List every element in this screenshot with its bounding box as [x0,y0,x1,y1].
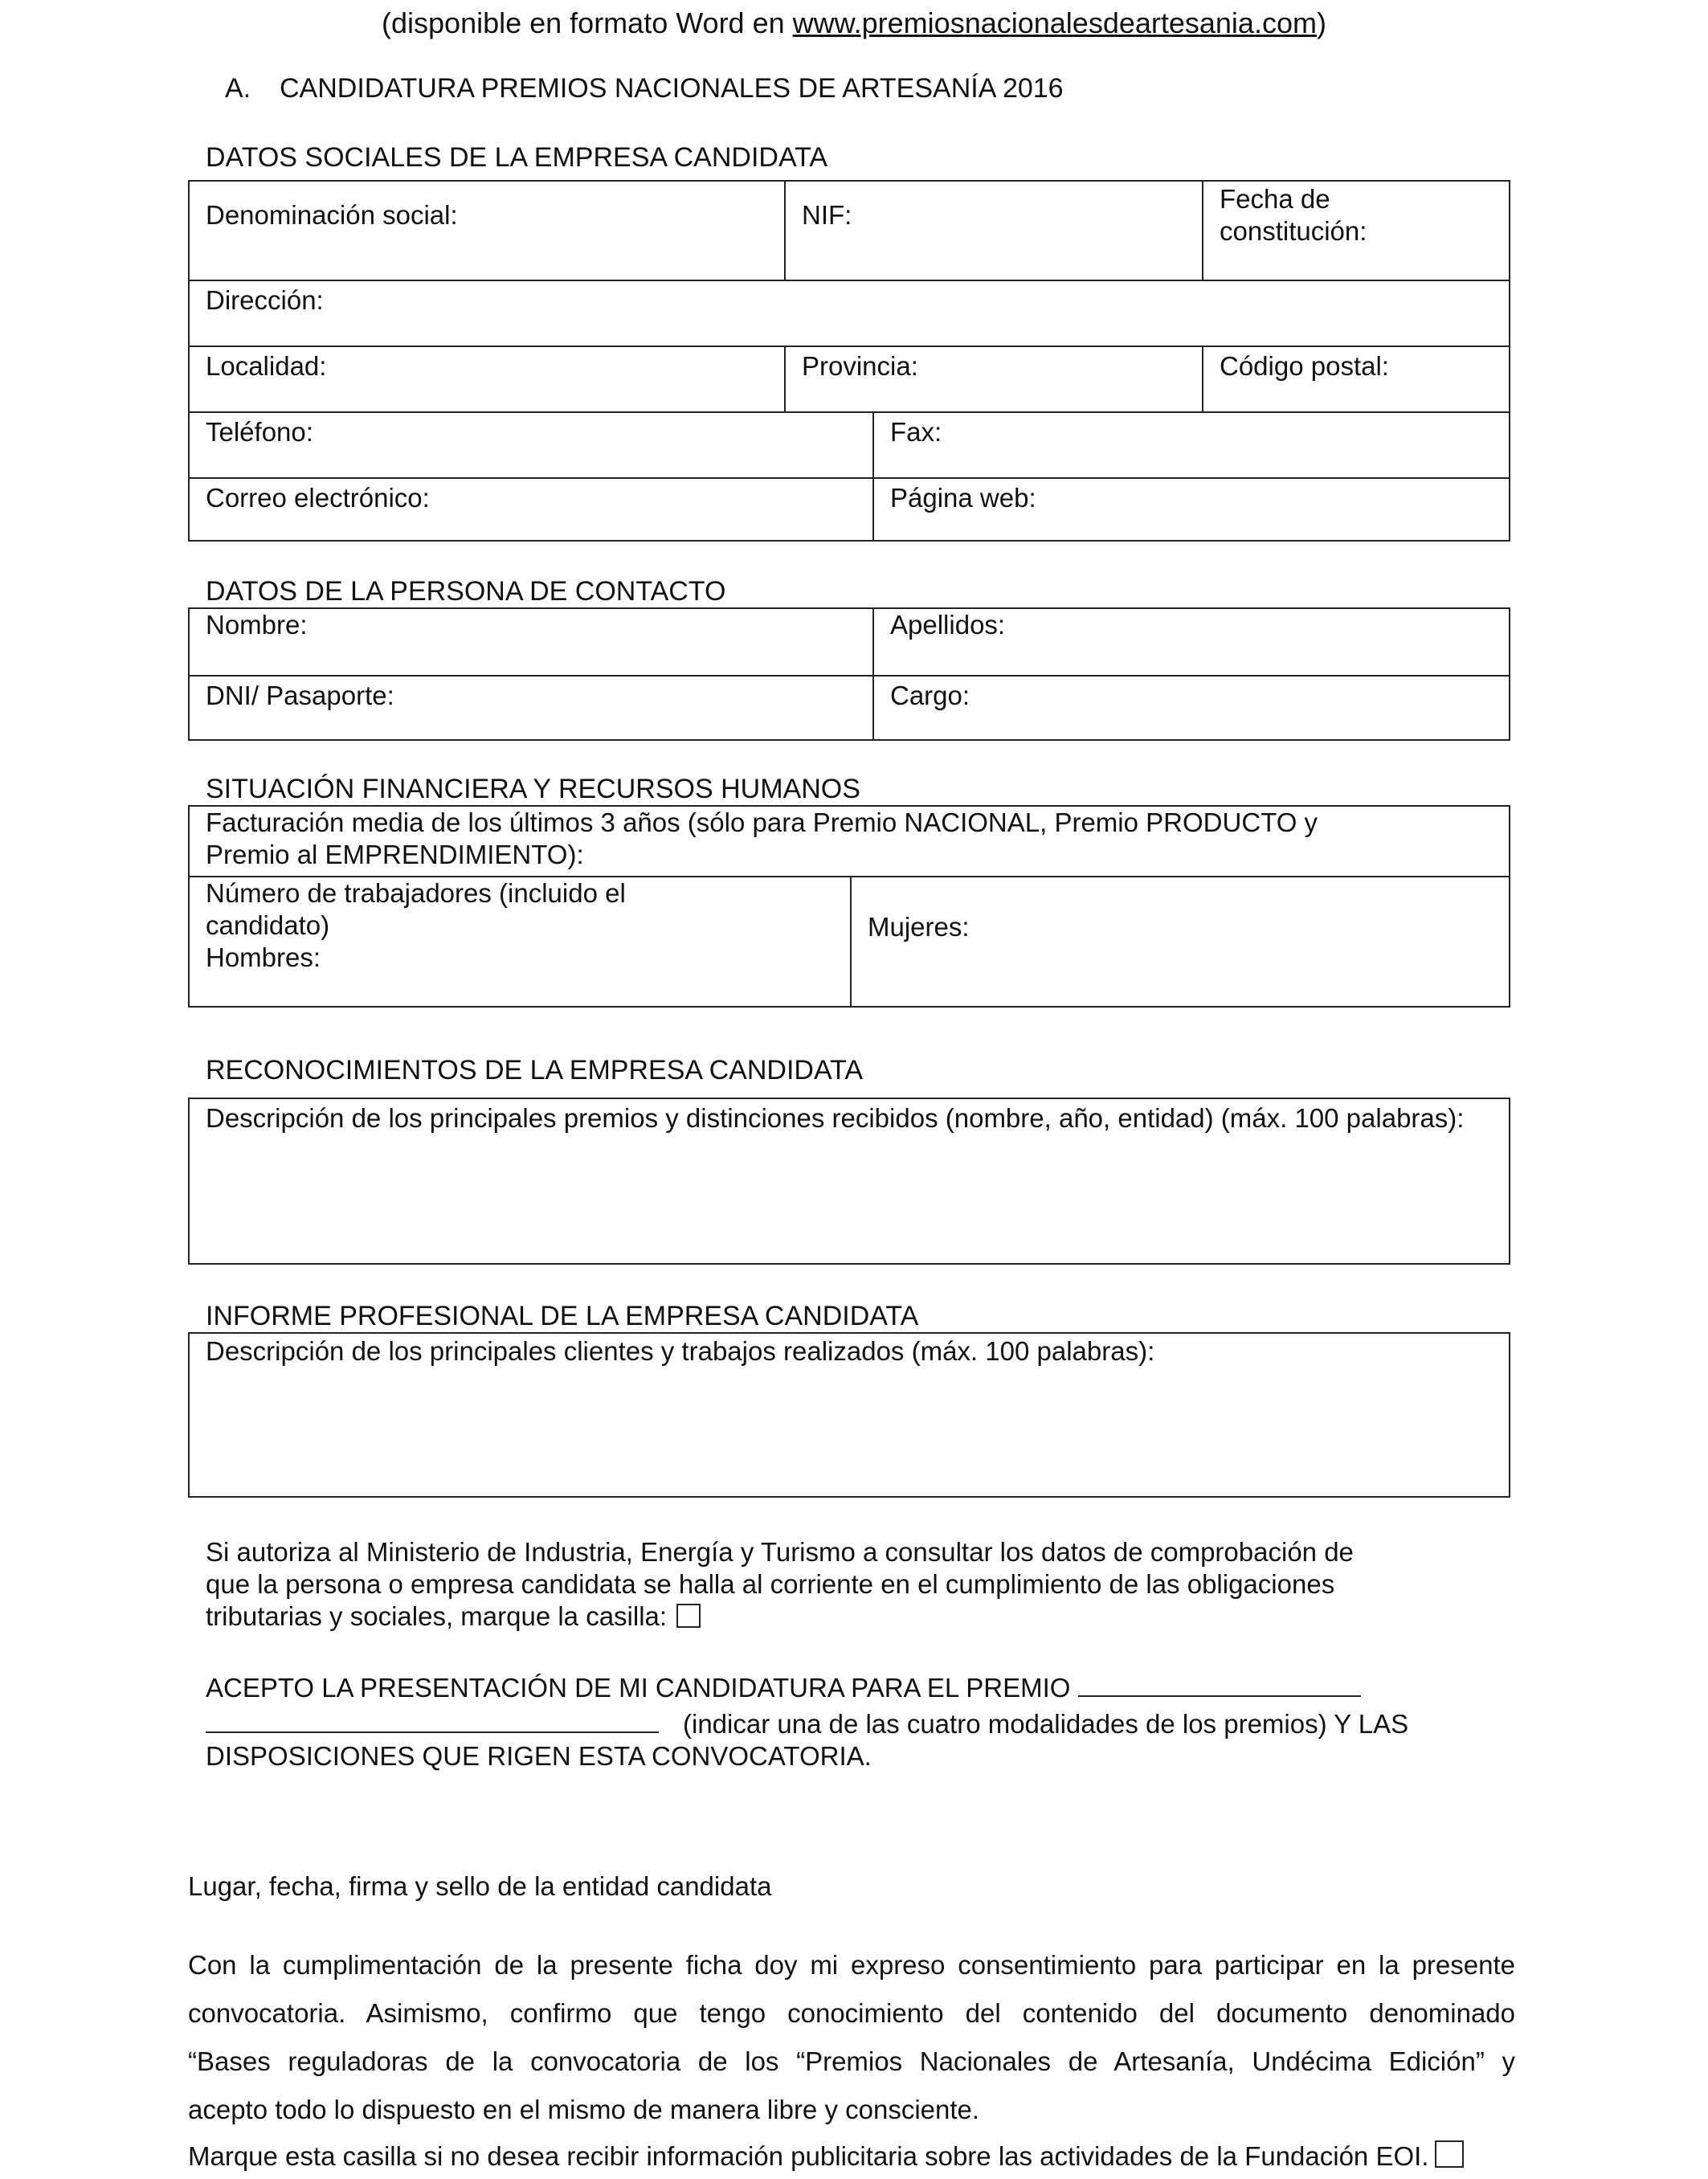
provincia-label: Provincia: [802,351,918,381]
datos-sociales-heading: DATOS SOCIALES DE LA EMPRESA CANDIDATA [206,142,828,173]
fecha-constitucion-label: Fecha de constitución: [1220,184,1367,246]
acepto-line-1: ACEPTO LA PRESENTACIÓN DE MI CANDIDATURA PARA EL PREMIO [206,1673,1071,1703]
fax-label: Fax: [890,417,942,447]
mujeres-label: Mujeres: [868,912,970,942]
intro-suffix: ) [1316,6,1326,39]
consentimiento-line-4: acepto todo lo dispuesto en el mismo de manera libre y consciente. [188,2095,980,2124]
datos-sociales-table [188,180,1510,542]
trabajadores-label: Número de trabajadores (incluido el candidato) Hombres: [206,878,626,972]
telefono-field[interactable] [190,411,872,477]
intro-prefix: (disponible en formato Word en [382,6,793,39]
facturacion-field[interactable] [190,807,1510,876]
autorizacion-line-1: Si autoriza al Ministerio de Industria, Energía y Turismo a consultar los datos de comprobación de [206,1537,1354,1567]
autorizacion-line-3: tributarias y sociales, marque la casilla: [206,1601,668,1631]
financiera-heading: SITUACIÓN FINANCIERA Y RECURSOS HUMANOS [206,774,860,804]
informe-heading: INFORME PROFESIONAL DE LA EMPRESA CANDIDATA [206,1301,919,1331]
acepto-line-3: DISPOSICIONES QUE RIGEN ESTA CONVOCATORIA. [206,1741,872,1771]
premio-blank-1[interactable] [1078,1668,1361,1697]
trabajadores-field[interactable] [190,876,850,1008]
nif-field[interactable] [784,182,1202,280]
consentimiento-line-5: Marque esta casilla si no desea recibir información publicitaria sobre las actividades de la Fundación EOI. [188,2141,1429,2171]
autorizacion-line-2: que la persona o empresa candidata se halla al corriente en el cumplimiento de las obligaciones [206,1569,1335,1599]
facturacion-label: Facturación media de los últimos 3 años (sólo para Premio NACIONAL, Premio PRODUCTO y Premio al EMPRENDIMIENTO): [206,807,1318,869]
codigo-postal-label: Código postal: [1220,351,1389,381]
consentimiento-line-1: Con la cumplimentación de la presente ficha doy mi expreso consentimiento para participar en la presente [188,1950,1515,1980]
contacto-heading: DATOS DE LA PERSONA DE CONTACTO [206,576,726,607]
apellidos-label: Apellidos: [890,610,1006,640]
nif-label: NIF: [802,200,852,230]
section-a-title [225,71,1064,106]
section-title: CANDIDATURA PREMIOS NACIONALES DE ARTESANÍA 2016 [280,73,1064,104]
dni-field[interactable] [190,675,872,741]
lugar-firma-label: Lugar, fecha, firma y sello de la entidad candidata [188,1871,772,1901]
denominacion-field[interactable] [190,182,784,280]
direccion-label: Dirección: [206,285,324,315]
autorizacion-checkbox[interactable] [676,1604,701,1628]
reconocimientos-heading: RECONOCIMIENTOS DE LA EMPRESA CANDIDATA [206,1055,864,1085]
publicidad-checkbox[interactable] [1435,2140,1464,2168]
acepto-line-2: (indicar una de las cuatro modalidades de los premios) Y LAS [683,1709,1409,1739]
fax-field[interactable] [872,411,1510,477]
dni-label: DNI/ Pasaporte: [206,681,394,710]
consentimiento-paragraph [188,1941,1515,2179]
correo-field[interactable] [190,477,872,542]
telefono-label: Teléfono: [206,417,313,447]
informe-label: Descripción de los principales clientes y trabajos realizados (máx. 100 palabras): [206,1336,1155,1366]
website-link[interactable]: www.premiosnacionalesdeartesania.com [792,6,1317,39]
fecha-constitucion-field[interactable] [1202,182,1510,280]
informe-box[interactable] [188,1332,1510,1498]
provincia-field[interactable] [784,345,1202,411]
correo-label: Correo electrónico: [206,483,430,513]
reconocimientos-box[interactable] [188,1098,1510,1265]
contacto-table [188,607,1510,741]
consentimiento-line-3: “Bases reguladoras de la convocatoria de los “Premios Nacionales de Artesanía, Undécima Edición” y [188,2046,1515,2076]
financiera-table [188,805,1510,1008]
reconocimientos-label: Descripción de los principales premios y distinciones recibidos (nombre, año, entidad) (máx. 100 palabras): [206,1103,1465,1133]
direccion-field[interactable] [190,280,1510,345]
consentimiento-line-2: convocatoria. Asimismo, confirmo que tengo conocimiento del contenido del documento denominado [188,1998,1515,2028]
cargo-label: Cargo: [890,681,970,710]
cargo-field[interactable] [872,675,1510,741]
acepto-paragraph [206,1668,1523,1772]
localidad-label: Localidad: [206,351,327,381]
mujeres-field[interactable] [850,876,1510,1008]
apellidos-field[interactable] [872,609,1510,675]
autorizacion-paragraph [206,1536,1523,1633]
codigo-postal-field[interactable] [1202,345,1510,411]
nombre-label: Nombre: [206,610,308,640]
nombre-field[interactable] [190,609,872,675]
web-label: Página web: [890,483,1036,513]
denominacion-label: Denominación social: [206,200,458,230]
premio-blank-2[interactable] [206,1704,659,1733]
localidad-field[interactable] [190,345,784,411]
section-number: A. [225,73,251,104]
intro-line [0,3,1708,43]
web-field[interactable] [872,477,1510,542]
